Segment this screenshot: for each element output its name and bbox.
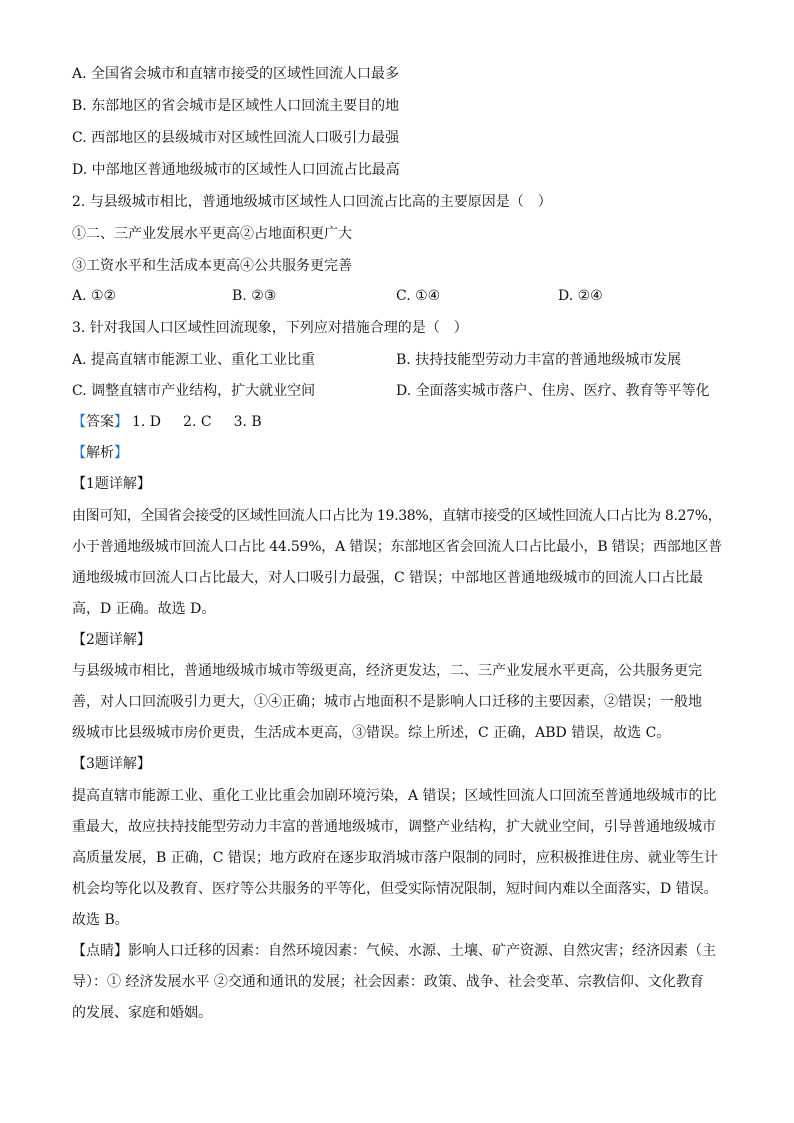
detail1-heading: 【1题详解】 bbox=[72, 476, 151, 492]
detail2-line: 善，对人口回流吸引力更大，①④正确；城市占地面积不是影响人口迁移的主要因素，②错误；一般地 bbox=[72, 694, 702, 710]
answer-line bbox=[72, 412, 722, 432]
analysis-bracket-open: 【 bbox=[72, 445, 86, 461]
q2-option-a: A. ①② bbox=[72, 288, 117, 304]
detail2-line: 级城市比县级城市房价更贵，生活成本更高，③错误。综上所述，C 正确，ABD 错误，故选 C。 bbox=[72, 725, 671, 741]
q3-option-a: A. 提高直辖市能源工业、重化工业比重 bbox=[72, 352, 316, 368]
detail3-line: 机会均等化以及教育、医疗等公共服务的平等化，但受实际情况限制，短时间内难以全面落实，D 错误。 bbox=[72, 881, 718, 897]
detail1-line: 高，D 正确。故选 D。 bbox=[72, 601, 216, 617]
q2-option-d: D. ②④ bbox=[558, 288, 603, 304]
q1-option-d: D. 中部地区普通地级城市的区域性人口回流占比最高 bbox=[72, 162, 400, 178]
tip-line: 导）：① 经济发展水平 ②交通和通讯的发展；社会因素：政策、战争、社会变革、宗教信仰、文化教育 bbox=[72, 974, 704, 990]
q2-option-b: B. ②③ bbox=[232, 288, 277, 304]
answer-bracket-close: 】 bbox=[114, 414, 128, 430]
q3-option-c: C. 调整直辖市产业结构，扩大就业空间 bbox=[72, 383, 316, 399]
q3-option-d: D. 全面落实城市落户、住房、医疗、教育等平等化 bbox=[396, 383, 710, 399]
detail1-line: 通地级城市回流人口占比最大，对人口吸引力最强，C 错误；中部地区普通地级城市的回流人口占比最 bbox=[72, 570, 704, 586]
answer-label: 答案 bbox=[86, 414, 114, 430]
detail2-heading: 【2题详解】 bbox=[72, 632, 151, 648]
q2-statement-1: ①二、三产业发展水平更高②占地面积更广大 bbox=[72, 226, 352, 242]
detail3-line: 高质量发展，B 正确，C 错误；地方政府在逐步取消城市落户限制的同时，应积极推进住房、就业等生计 bbox=[72, 850, 718, 866]
q3-option-b: B. 扶持技能型劳动力丰富的普通地级城市发展 bbox=[396, 352, 682, 368]
analysis-line bbox=[72, 443, 722, 463]
detail3-line: 提高直辖市能源工业、重化工业比重会加剧环境污染，A 错误；区域性回流人口回流至普通地级城市的比 bbox=[72, 788, 717, 804]
q2-statement-2: ③工资水平和生活成本更高④公共服务更完善 bbox=[72, 258, 352, 274]
tip-line bbox=[72, 941, 722, 961]
q2-option-c: C. ①④ bbox=[396, 288, 441, 304]
answer-2: 2. C bbox=[183, 414, 212, 430]
analysis-bracket-close: 】 bbox=[114, 445, 128, 461]
q2-stem: 2. 与县级城市相比，普通地级城市区域性人口回流占比高的主要原因是（ ） bbox=[72, 194, 552, 210]
q1-option-b: B. 东部地区的省会城市是区域性人口回流主要目的地 bbox=[72, 98, 400, 114]
answer-1: 1. D bbox=[132, 414, 162, 430]
detail1-line: 由图可知，全国省会接受的区域性回流人口占比为 19.38%，直辖市接受的区域性回流人口占比为 8.27%， bbox=[72, 508, 722, 524]
q1-option-c: C. 西部地区的县级城市对区域性回流人口吸引力最强 bbox=[72, 130, 400, 146]
tip-text: 影响人口迁移的因素：自然环境因素：气候、水源、土壤、矿产资源、自然灾害；经济因素（主 bbox=[128, 943, 716, 959]
answer-3: 3. B bbox=[233, 414, 262, 430]
detail3-line: 重最大，故应扶持技能型劳动力丰富的普通地级城市，调整产业结构，扩大就业空间，引导普通地级城市 bbox=[72, 819, 716, 835]
q1-option-a: A. 全国省会城市和直辖市接受的区域性回流人口最多 bbox=[72, 66, 400, 82]
tip-label: 【点睛】 bbox=[72, 943, 128, 959]
tip-line: 的发展、家庭和婚姻。 bbox=[72, 1005, 212, 1021]
detail2-line: 与县级城市相比，普通地级城市城市等级更高，经济更发达，二、三产业发展水平更高，公共服务更完 bbox=[72, 663, 702, 679]
answer-bracket-open: 【 bbox=[72, 414, 86, 430]
detail1-line: 小于普通地级城市回流人口占比 44.59%，A 错误；东部地区省会回流人口占比最小，B 错误；西部地区普 bbox=[72, 539, 722, 555]
analysis-label: 解析 bbox=[86, 445, 114, 461]
detail3-heading: 【3题详解】 bbox=[72, 756, 151, 772]
q3-stem: 3. 针对我国人口区域性回流现象，下列应对措施合理的是（ ） bbox=[72, 320, 468, 336]
detail3-line: 故选 B。 bbox=[72, 912, 129, 928]
